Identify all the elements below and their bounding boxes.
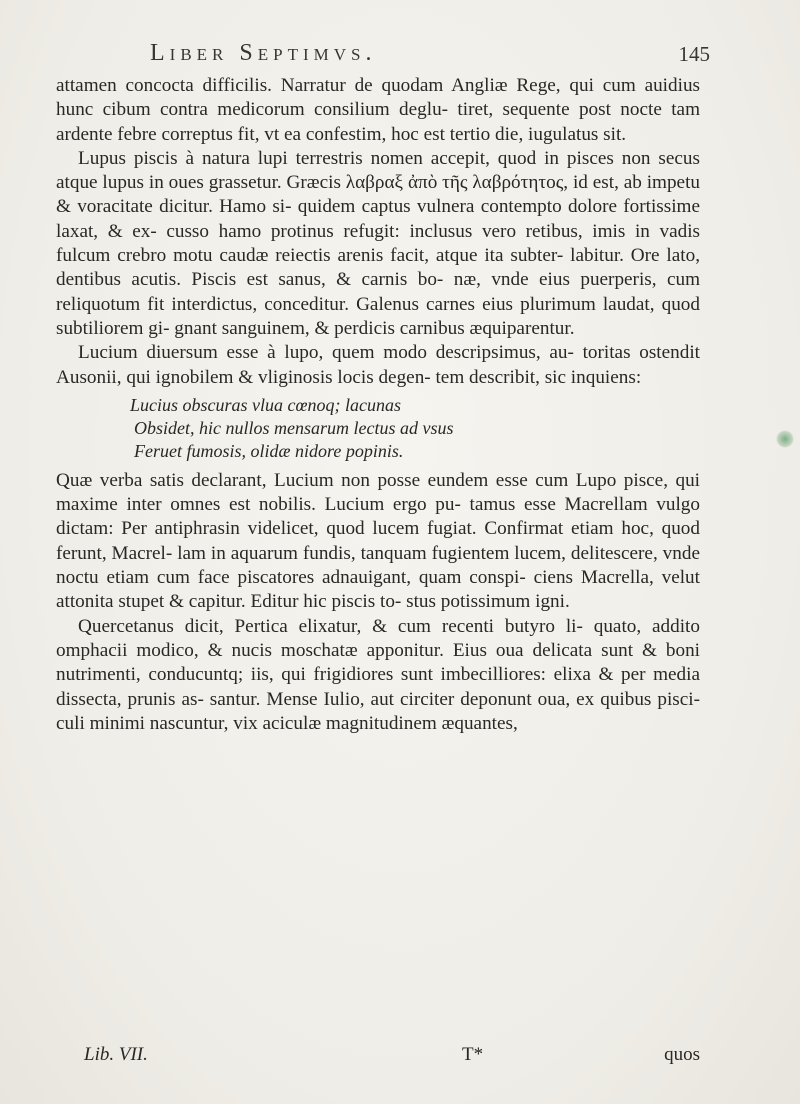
body-text bbox=[56, 74, 700, 736]
paragraph: Lupus piscis à natura lupi terrestris nomen accepit, quod in pisces non secus atque lupus in oues grassetur. Græcis λαβραξ ἀπὸ τῆς λαβρότητος, id est, ab impetu & voracitate dicitur. Hamo si- quidem captus vulnera contempto dolore fortissime laxat, & ex- cusso hamo protinus refugit: inclusus vero retibus, imis in vadis fulcum crebro motu caudæ reiectis arenis facit, atque ita subter- labitur. Ore lato, dentibus acutis. Piscis est sanus, & carnis bo- næ, vnde eius puerperis, cum reliquotum fit interdictus, conceditur. Galenus carnes eius plurimum laudat, quod subtiliorem gi- gnant sanguinem, & perdicis carnibus æquiparentur. bbox=[56, 147, 700, 339]
paragraph: attamen concocta difficilis. Narratur de quodam Angliæ Rege, qui cum auidius hunc cibum contra medicorum consilium deglu- tiret, sequente post nocte tam ardente febre correptus fit, vt ea confestim, hoc est tertio die, iugulatus sit. bbox=[56, 75, 700, 145]
paragraph: Quæ verba satis declarant, Lucium non posse eundem esse cum Lupo pisce, qui maxime inter omnes est nobilis. Lucium ergo pu- tamus esse Macrellam vulgo dictam: Per antiphrasin videlicet, quod lucem fugiat. Confirmat etiam hoc, quod ferunt, Macrel- lam in aquarum fundis, tanquam fugientem lucem, delitescere, vnde noctu etiam cum face piscatores adnauigant, quam conspi- ciens Macrella, velut attonita stupet & capitur. Editur hic piscis to- stus potissimum igni. bbox=[56, 469, 700, 613]
book-signature: Lib. VII. bbox=[84, 1044, 148, 1065]
page-number: 145 bbox=[678, 42, 710, 66]
ink-stain-icon bbox=[776, 430, 794, 448]
verse-line: Feruet fumosis, olidæ nidore popinis. bbox=[134, 440, 404, 461]
page-footer bbox=[56, 1044, 700, 1068]
verse-line: Obsidet, hic nullos mensarum lectus ad vsus bbox=[134, 417, 454, 438]
gathering-mark: T* bbox=[462, 1044, 484, 1065]
page-header bbox=[150, 40, 710, 70]
paragraph: Quercetanus dicit, Pertica elixatur, & cum recenti butyro li- quato, addito omphacii modico, & nucis moschatæ apponitur. Eius oua delicata sunt & boni nutrimenti, conducuntq; iis, qui frigidiores sunt imbecilliores: elixa & per media dissecta, prunis as- santur. Mense Iulio, aut circiter deponunt oua, ex quibus pisci- culi minimi nascuntur, vix aciculæ magnitudinem æquantes, bbox=[56, 615, 700, 734]
paragraph: Lucium diuersum esse à lupo, quem modo descripsimus, au- toritas ostendit Ausonii, qui ignobilem & vliginosis locis degen- tem describit, sic inquiens: bbox=[56, 342, 700, 388]
running-head: Liber Septimvs. bbox=[150, 40, 377, 66]
verse-quotation bbox=[130, 394, 700, 463]
catchword: quos bbox=[664, 1044, 700, 1065]
verse-line: Lucius obscuras vlua cœnoq; lacunas bbox=[130, 394, 401, 415]
